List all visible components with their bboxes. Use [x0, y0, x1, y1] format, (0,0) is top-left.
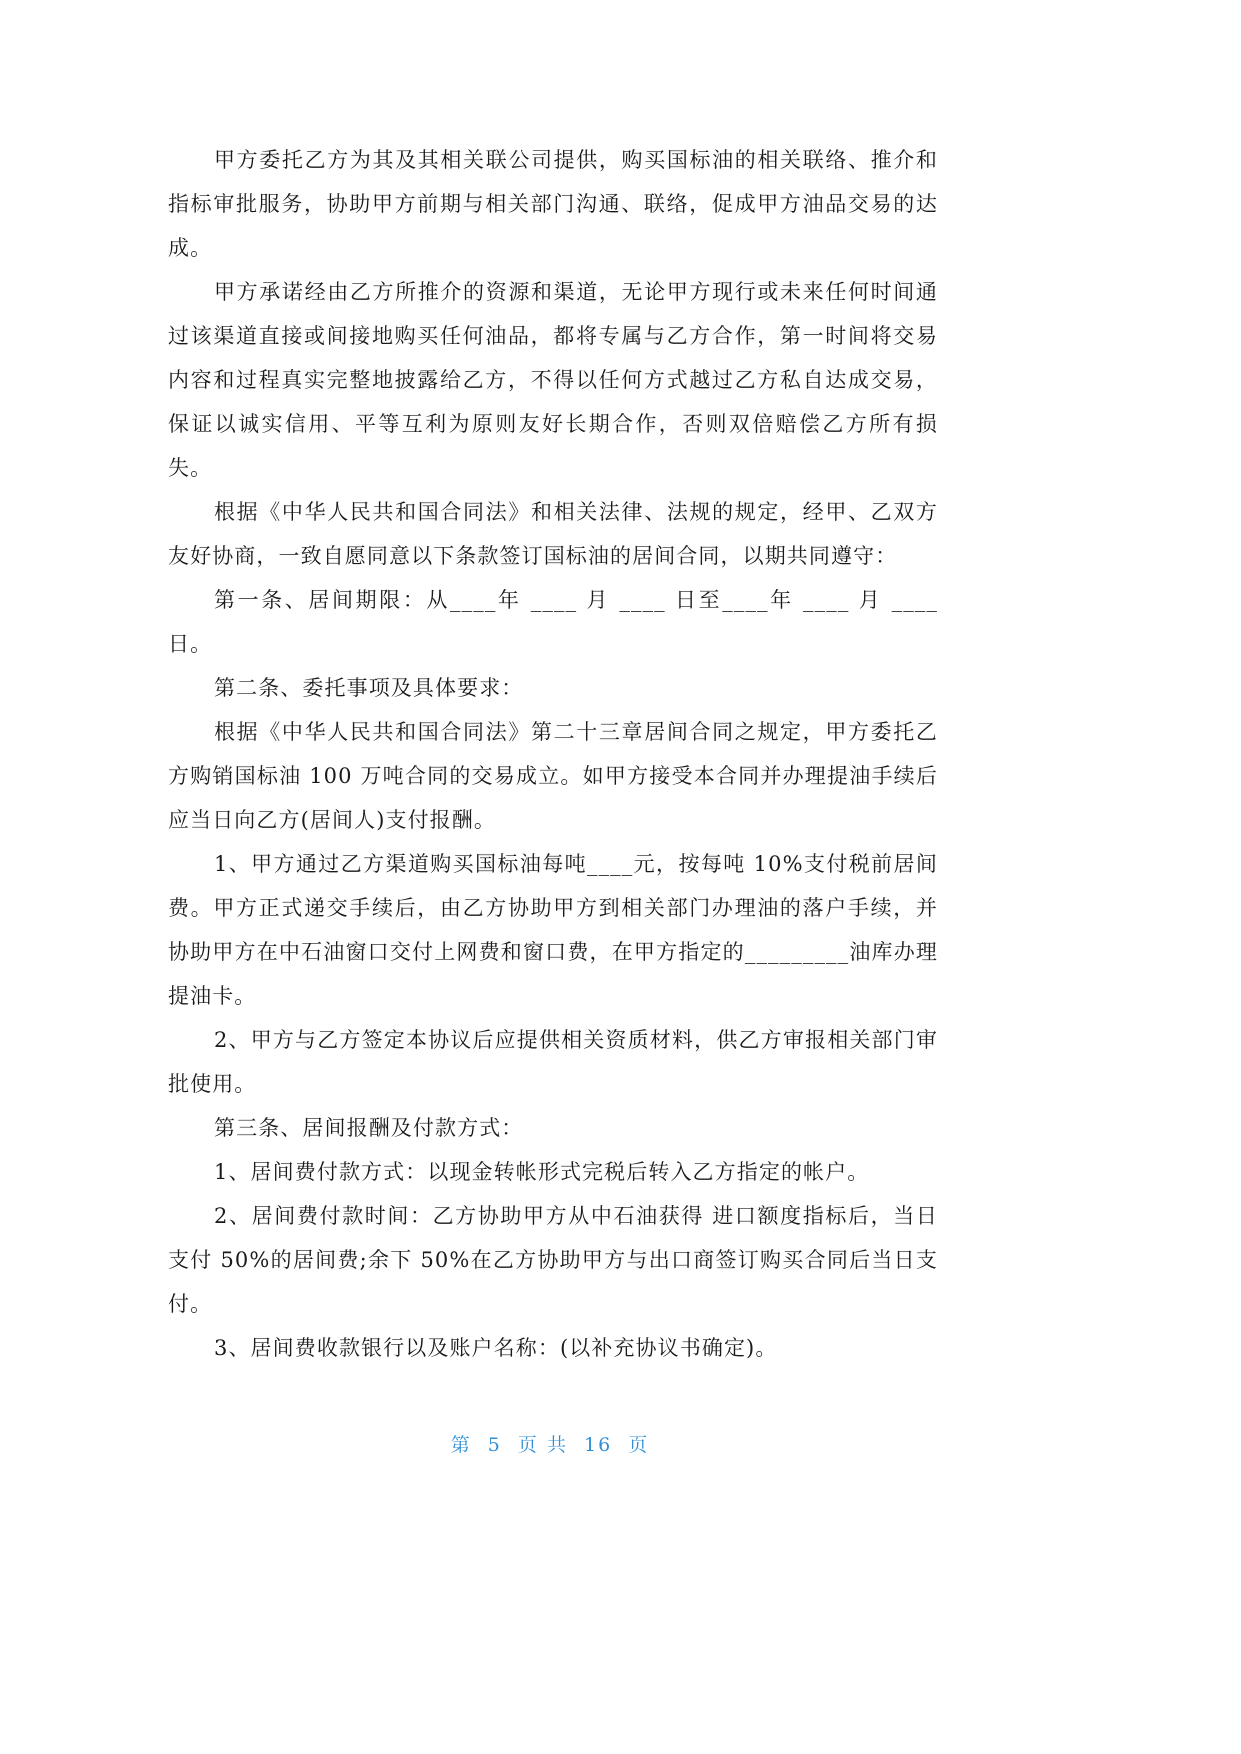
paragraph-entrustment: 甲方委托乙方为其及其相关联公司提供，购买国标油的相关联络、推介和指标审批服务，协助甲方前期与相关部门沟通、联络，促成甲方油品交易的达成。 [168, 148, 938, 260]
document-body [168, 138, 938, 1370]
article-3-item-2: 2、居间费付款时间：乙方协助甲方从中石油获得 进口额度指标后，当日支付 50%的居间费;余下 50%在乙方协助甲方与出口商签订购买合同后当日支付。 [168, 1204, 938, 1316]
article-1-term: 第一条、居间期限：从____年 ____ 月 ____ 日至____年 ____ 月 ____日。 [168, 588, 938, 656]
article-3-item-1: 1、居间费付款方式：以现金转帐形式完税后转入乙方指定的帐户。 [214, 1160, 870, 1184]
article-3-heading: 第三条、居间报酬及付款方式： [214, 1116, 524, 1140]
article-2-item-2: 2、甲方与乙方签定本协议后应提供相关资质材料，供乙方审报相关部门审批使用。 [168, 1028, 938, 1096]
article-2-heading: 第二条、委托事项及具体要求： [214, 676, 524, 700]
article-3-item-3: 3、居间费收款银行以及账户名称：(以补充协议书确定)。 [214, 1336, 778, 1360]
page-number-footer: 第 5 页 共 16 页 [450, 1434, 650, 1456]
article-2-item-1: 1、甲方通过乙方渠道购买国标油每吨____元，按每吨 10%支付税前居间费。甲方正式递交手续后，由乙方协助甲方到相关部门办理油的落户手续，并协助甲方在中石油窗口交付上网费和窗口费，在甲方指定的_________油库办理提油卡。 [168, 852, 938, 1008]
paragraph-legal-basis: 根据《中华人民共和国合同法》和相关法律、法规的规定，经甲、乙双方友好协商，一致自愿同意以下条款签订国标油的居间合同，以期共同遵守： [168, 500, 938, 568]
article-2-body: 根据《中华人民共和国合同法》第二十三章居间合同之规定，甲方委托乙方购销国标油 100 万吨合同的交易成立。如甲方接受本合同并办理提油手续后应当日向乙方(居间人)支付报酬。 [168, 720, 938, 832]
paragraph-commitment: 甲方承诺经由乙方所推介的资源和渠道，无论甲方现行或未来任何时间通过该渠道直接或间接地购买任何油品，都将专属与乙方合作，第一时间将交易内容和过程真实完整地披露给乙方，不得以任何方式越过乙方私自达成交易，保证以诚实信用、平等互利为原则友好长期合作，否则双倍赔偿乙方所有损失。 [168, 280, 938, 480]
